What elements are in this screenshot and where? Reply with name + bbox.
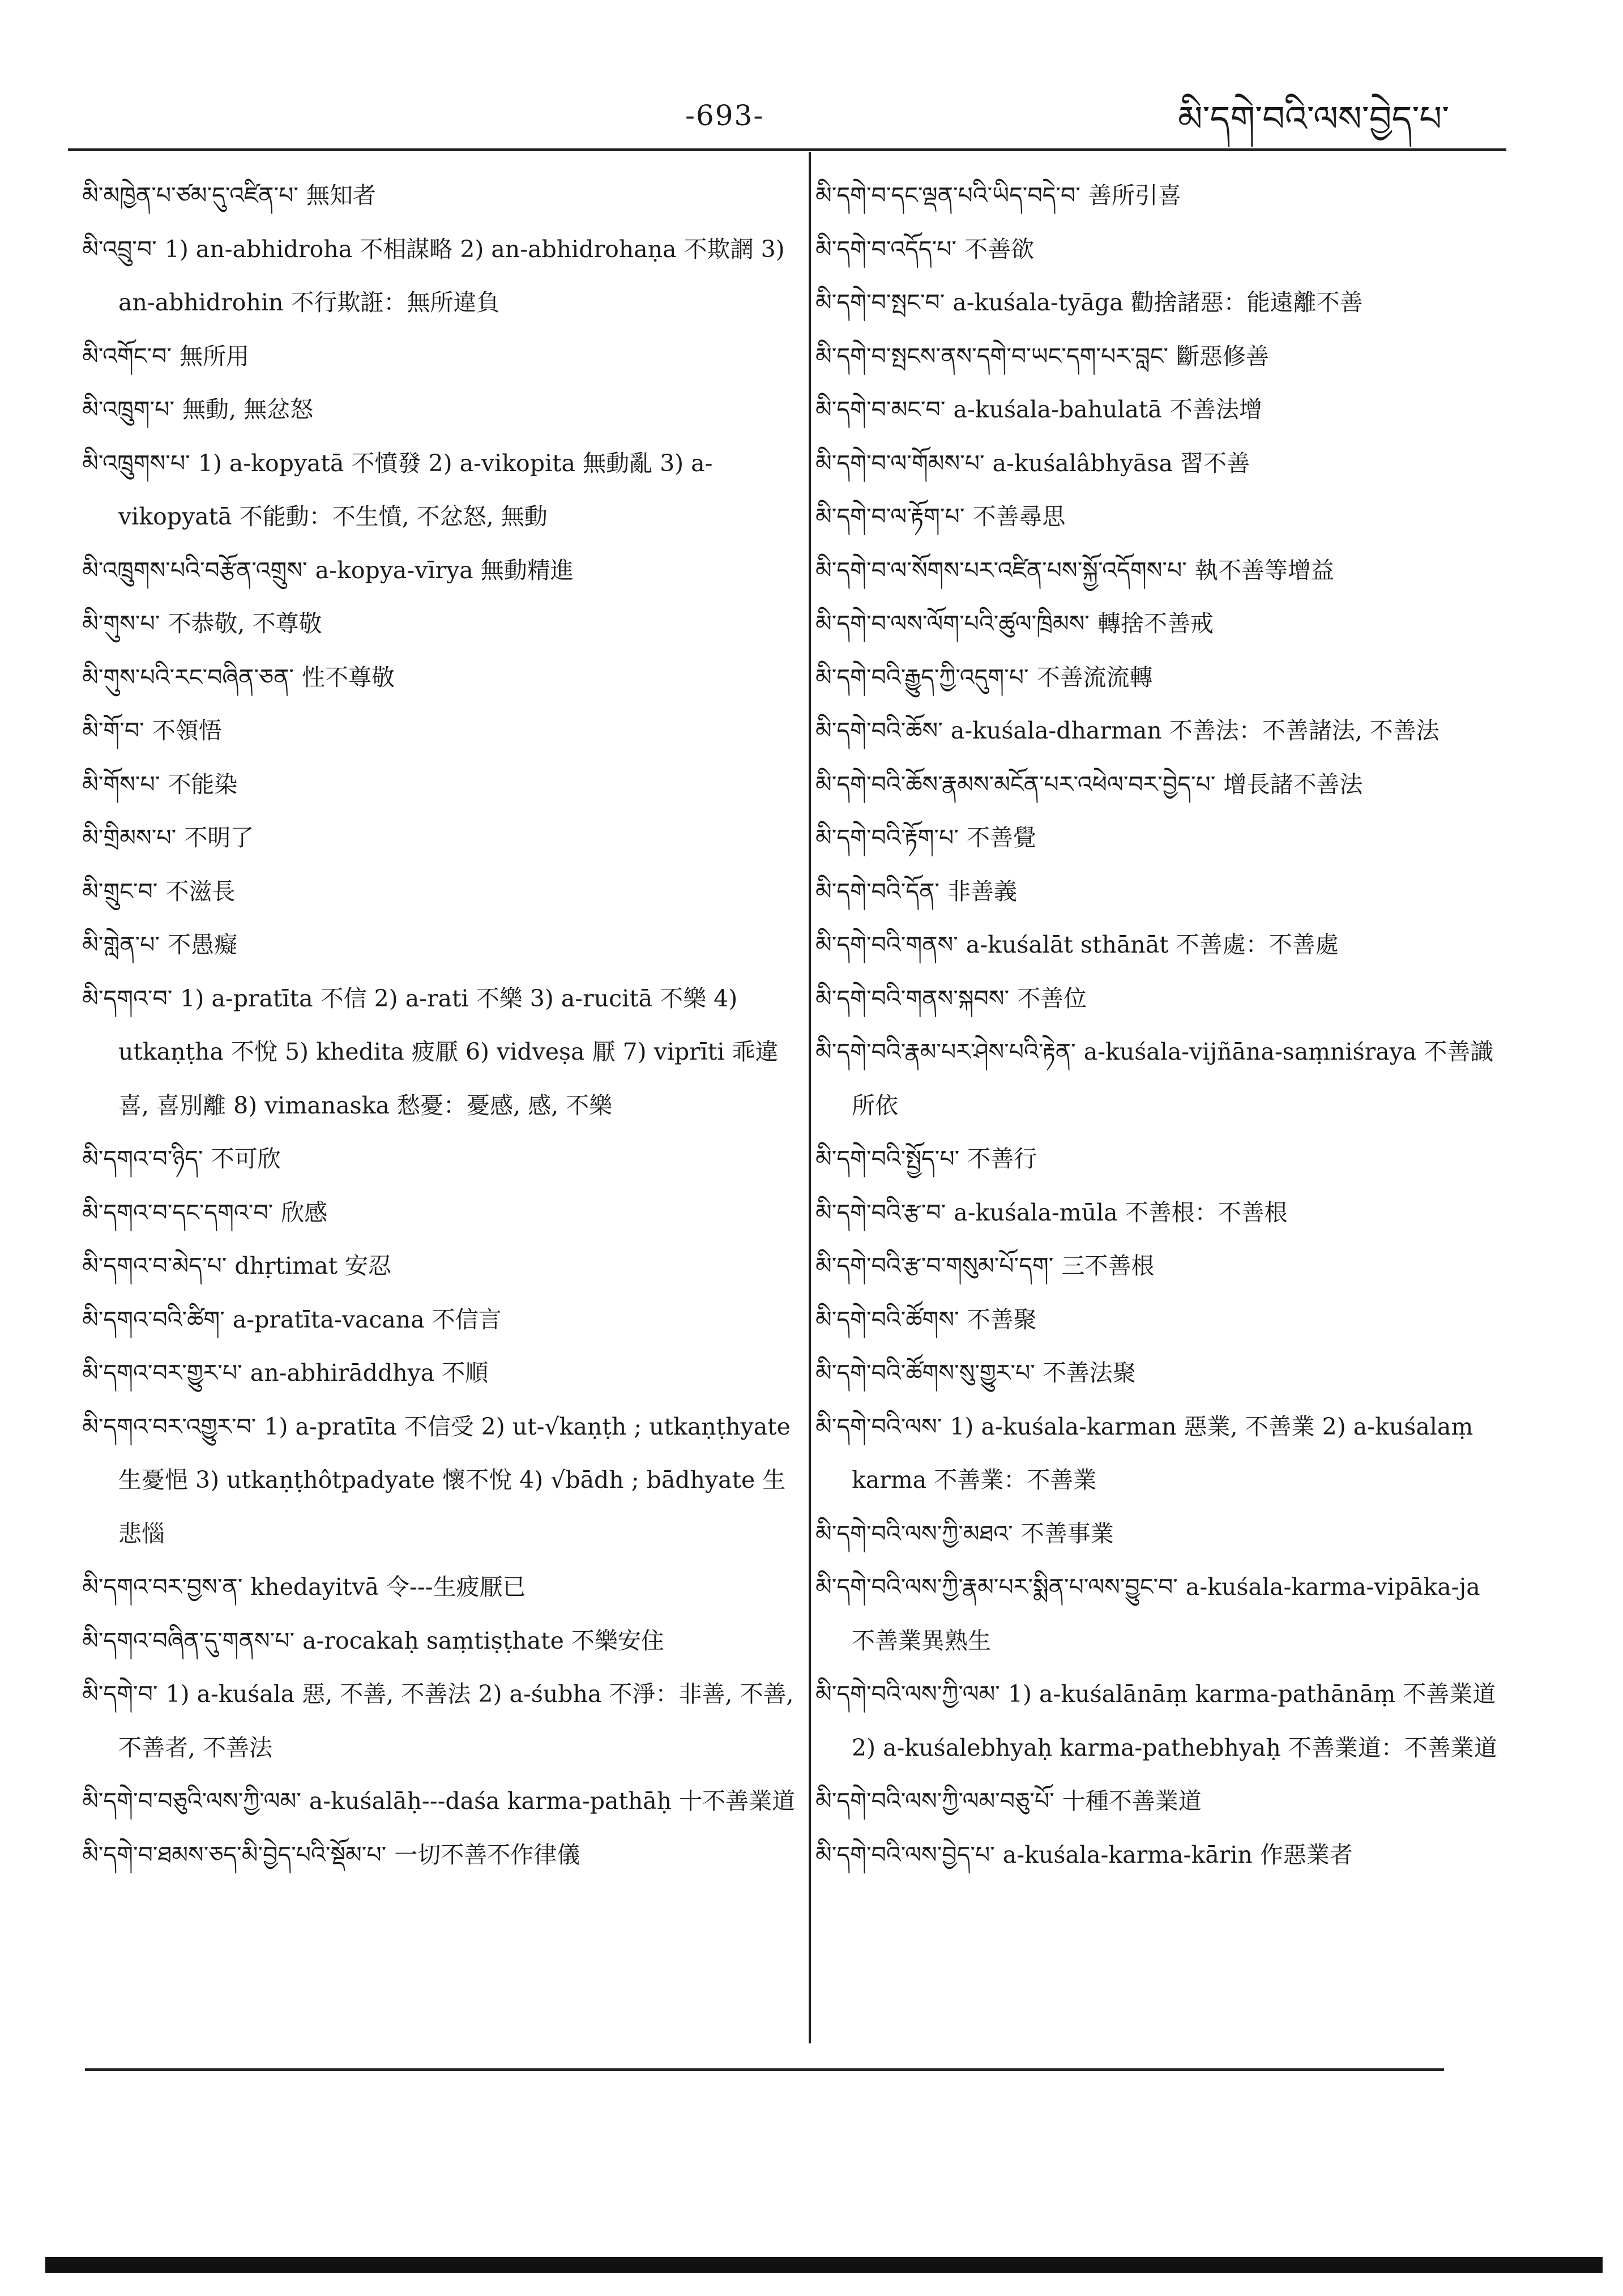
dictionary-entry: [82, 1614, 796, 1668]
entry-headword: མི་དགའ་བའི་ཚིག་: [82, 1305, 225, 1333]
dictionary-entry: [82, 865, 796, 919]
entry-definition: 不明了: [184, 824, 254, 851]
dictionary-entry: [815, 1293, 1506, 1347]
dictionary-entry: [815, 276, 1506, 330]
entry-headword: མི་དགའ་བར་བྱས་ན་: [82, 1573, 243, 1601]
entry-definition: 善所引喜: [1088, 182, 1181, 209]
entry-headword: མི་དགེ་བའི་གནས་སྐབས་: [815, 984, 1010, 1012]
entry-headword: མི་དགེ་བ་སྤངས་ནས་དགེ་བ་ཡང་དག་པར་བླང་: [815, 342, 1169, 370]
entry-headword: མི་དགའ་བར་གྱུར་པ་: [82, 1359, 242, 1386]
entry-headword: མི་དགེ་བའི་ལས་ཀྱི་མཐའ་: [815, 1520, 1013, 1547]
dictionary-entry: [815, 330, 1506, 383]
entry-definition: a-kuśalāḥ---daśa karma-pathāḥ 十不善業道: [309, 1787, 796, 1815]
entry-headword: མི་དགེ་བ་དང་ལྡན་པའི་ཡིད་བདེ་བ་: [815, 182, 1080, 209]
entry-headword: མི་གྲིམས་པ་: [82, 824, 177, 851]
dictionary-entry: [815, 1774, 1506, 1828]
entry-headword: མི་གླེན་པ་: [82, 931, 160, 958]
entry-headword: མི་དགའ་བ་: [82, 984, 173, 1012]
entry-headword: མི་དགེ་བའི་རྒྱུད་ཀྱི་འདུག་པ་: [815, 663, 1029, 691]
dictionary-entry: [815, 1025, 1506, 1132]
entry-definition: dhṛtimat 安忍: [234, 1252, 392, 1279]
entry-headword: མི་འཁྲུགས་པའི་བརྩོན་འགྲུས་: [82, 556, 307, 584]
dictionary-entry: [815, 1667, 1506, 1774]
entry-definition: 不善流流轉: [1036, 663, 1153, 691]
entry-definition: 十種不善業道: [1062, 1787, 1202, 1815]
entry-definition: 不滋長: [165, 877, 236, 905]
dictionary-entry: [815, 490, 1506, 544]
entry-definition: 1) a-kuśala-karman 惡業, 不善業 2) a-kuśalaṃ karma 不善業：不善業: [852, 1412, 1473, 1493]
entry-headword: མི་དགའ་བ་མེད་པ་: [82, 1252, 227, 1279]
running-head: མི་དགེ་བའི་ལས་བྱེད་པ་: [1178, 98, 1450, 139]
dictionary-entry: [815, 1132, 1506, 1186]
entry-headword: མི་དགེ་བ་ལ་གོམས་པ་: [815, 449, 985, 477]
entry-definition: a-kuśala-karma-vipāka-ja 不善業異熟生: [852, 1573, 1480, 1654]
entry-definition: 1) a-kopyatā 不憤發 2) a-vikopita 無動亂 3) a-vikopyatā 不能動：不生憤, 不忿怒, 無動: [118, 449, 713, 530]
dictionary-entry: [82, 1774, 796, 1828]
entry-definition: 一切不善不作律儀: [394, 1841, 580, 1868]
entry-definition: 1) a-kuśalānāṃ karma-pathānāṃ 不善業道 2) a-kuśalebhyaḥ karma-pathebhyaḥ 不善業道：不善業道: [852, 1680, 1497, 1761]
right-column: [815, 169, 1506, 1881]
header-rule: [68, 148, 1506, 151]
entry-definition: a-kuśalāt sthānāt 不善處：不善處: [966, 931, 1339, 958]
entry-definition: 不善聚: [967, 1305, 1037, 1333]
entry-definition: 不可欣: [211, 1145, 281, 1172]
page-number: -693-: [685, 99, 764, 132]
entry-definition: 無知者: [306, 182, 376, 209]
entry-definition: 執不善等增益: [1194, 556, 1334, 584]
dictionary-entry: [815, 1239, 1506, 1293]
entry-definition: 1) a-pratīta 不信受 2) ut-√kaṇṭh ; utkaṇṭhyate 生憂悒 3) utkaṇṭhôtpadyate 懷不悅 4) √bādh ; bādhyate 生悲惱: [118, 1412, 791, 1547]
dictionary-entry: [82, 1828, 796, 1882]
entry-headword: མི་དགེ་བའི་ཚོགས་སུ་གྱུར་པ་: [815, 1359, 1035, 1386]
dictionary-entry: [82, 651, 796, 705]
dictionary-entry: [82, 704, 796, 758]
dictionary-entry: [815, 437, 1506, 490]
dictionary-entry: [82, 223, 796, 330]
entry-definition: 1) a-pratīta 不信 2) a-rati 不樂 3) a-rucitā 不樂 4) utkaṇṭha 不悅 5) khedita 疲厭 6) vidveṣa 厭 7) viprīti 乖違喜, 喜別離 8) vimanaska 愁憂：憂感, 感, 不樂: [118, 984, 779, 1119]
entry-headword: མི་འགོང་བ་: [82, 342, 172, 370]
entry-headword: མི་མཁྱེན་པ་ཙམ་དུ་འཛིན་པ་: [82, 182, 298, 209]
dictionary-entry: [815, 972, 1506, 1026]
dictionary-entry: [815, 169, 1506, 223]
entry-definition: 不善事業: [1020, 1520, 1114, 1547]
entry-definition: a-kuśala-bahulatā 不善法增: [953, 396, 1262, 423]
entry-definition: 轉捨不善戒: [1097, 610, 1214, 637]
entry-headword: མི་དགེ་བའི་རྩ་བ་: [815, 1198, 946, 1226]
entry-headword: མི་དགེ་བ་: [82, 1680, 158, 1708]
entry-headword: མི་གོ་བ་: [82, 717, 144, 744]
entry-headword: མི་དགེ་བའི་རྣམ་པར་ཤེས་པའི་རྟེན་: [815, 1038, 1076, 1065]
dictionary-entry: [815, 1346, 1506, 1400]
dictionary-entry: [82, 972, 796, 1133]
entry-definition: a-kopya-vīrya 無動精進: [315, 556, 574, 584]
dictionary-entry: [82, 1239, 796, 1293]
entry-definition: khedayitvā 令---生疲厭已: [250, 1573, 526, 1601]
entry-definition: 不能染: [168, 770, 238, 798]
dictionary-entry: [815, 223, 1506, 276]
dictionary-entry: [815, 758, 1506, 812]
entry-headword: མི་འབྲུ་བ་: [82, 235, 157, 263]
entry-definition: a-kuśala-mūla 不善根：不善根: [954, 1198, 1288, 1226]
entry-definition: a-pratīta-vacana 不信言: [232, 1305, 502, 1333]
entry-headword: མི་གྲུང་བ་: [82, 877, 158, 905]
entry-headword: མི་གུས་པའི་རང་བཞིན་ཅན་: [82, 663, 294, 691]
entry-definition: 三不善根: [1061, 1252, 1155, 1279]
dictionary-entry: [815, 1400, 1506, 1507]
dictionary-entry: [815, 1828, 1506, 1882]
entry-definition: a-kuśala-tyāga 勸捨諸惡：能遠離不善: [953, 289, 1363, 316]
dictionary-entry: [815, 651, 1506, 705]
entry-headword: མི་དགེ་བའི་རྩ་བ་གསུམ་པོ་དག་: [815, 1252, 1054, 1279]
entry-definition: 不善法聚: [1043, 1359, 1136, 1386]
entry-headword: མི་གོས་པ་: [82, 770, 160, 798]
entry-definition: a-kuśalâbhyāsa 習不善: [992, 449, 1250, 477]
entry-headword: མི་དགའ་བར་འགྱུར་བ་: [82, 1412, 257, 1440]
dictionary-entry: [82, 544, 796, 598]
entry-headword: མི་དགེ་བའི་ལས་བྱེད་པ་: [815, 1841, 995, 1868]
dictionary-entry: [82, 383, 796, 437]
dictionary-entry: [82, 811, 796, 865]
dictionary-entry: [82, 1186, 796, 1240]
entry-headword: མི་དགེ་བའི་གནས་: [815, 931, 958, 958]
dictionary-entry: [82, 330, 796, 383]
dictionary-entry: [815, 811, 1506, 865]
dictionary-entry: [82, 169, 796, 223]
entry-headword: མི་དགེ་བ་མང་བ་: [815, 396, 946, 423]
entry-headword: མི་དགའ་བ་དང་དགའ་བ་: [82, 1198, 274, 1226]
entry-definition: a-kuśala-dharman 不善法：不善諸法, 不善法: [950, 717, 1440, 744]
dictionary-entry: [815, 865, 1506, 919]
entry-definition: 增長諸不善法: [1223, 770, 1363, 798]
entry-definition: 1) a-kuśala 惡, 不善, 不善法 2) a-śubha 不淨：非善, 不善, 不善者, 不善法: [118, 1680, 794, 1761]
dictionary-entry: [815, 544, 1506, 598]
dictionary-entry: [82, 1400, 796, 1561]
entry-headword: མི་འཁྲུགས་པ་: [82, 449, 190, 477]
dictionary-entry: [815, 704, 1506, 758]
dictionary-entry: [815, 1507, 1506, 1561]
entry-definition: 不恭敬, 不尊敬: [168, 610, 322, 637]
dictionary-entry: [82, 1346, 796, 1400]
dictionary-entry: [815, 1186, 1506, 1240]
entry-definition: an-abhirāddhya 不順: [250, 1359, 489, 1386]
dictionary-entry: [815, 383, 1506, 437]
entry-headword: མི་དགེ་བའི་ལས་ཀྱི་ལམ་: [815, 1680, 1000, 1708]
footer-rule: [85, 2068, 1444, 2071]
entry-definition: a-rocakaḥ saṃtiṣṭhate 不樂安住: [302, 1627, 664, 1654]
entry-definition: 不善欲: [964, 235, 1035, 263]
dictionary-entry: [82, 1132, 796, 1186]
entry-headword: མི་དགེ་བའི་ཆོས་: [815, 717, 943, 744]
entry-headword: མི་དགེ་བའི་དོན་: [815, 877, 940, 905]
entry-definition: 無所用: [180, 342, 250, 370]
entry-definition: 非善義: [947, 877, 1018, 905]
entry-definition: 不愚癡: [168, 931, 238, 958]
column-divider: [809, 152, 811, 2043]
entry-definition: 不善行: [967, 1145, 1037, 1172]
entry-headword: མི་དགེ་བ་ལས་ལོག་པའི་ཚུལ་ཁྲིམས་: [815, 610, 1090, 637]
entry-headword: མི་གུས་པ་: [82, 610, 160, 637]
entry-definition: 斷惡修善: [1176, 342, 1270, 370]
entry-headword: མི་དགེ་བའི་ལས་ཀྱི་ལམ་བཅུ་པོ་: [815, 1787, 1054, 1815]
dictionary-entry: [82, 597, 796, 651]
entry-headword: མི་དགེ་བ་ལ་རྟོག་པ་: [815, 503, 965, 530]
scan-edge-bar: [45, 2257, 1603, 2273]
entry-headword: མི་དགེ་བའི་ཚོགས་: [815, 1305, 959, 1333]
entry-definition: 無動, 無忿怒: [182, 396, 314, 423]
entry-headword: མི་དགེ་བའི་སྤྱོད་པ་: [815, 1145, 960, 1172]
entry-definition: 性不尊敬: [302, 663, 395, 691]
entry-headword: མི་དགེ་བའི་ལས་ཀྱི་རྣམ་པར་སྨིན་པ་ལས་བྱུང་བ་: [815, 1573, 1178, 1601]
dictionary-entry: [82, 1667, 796, 1774]
dictionary-entry: [815, 597, 1506, 651]
entry-headword: མི་དགེ་བའི་ལས་: [815, 1412, 942, 1440]
entry-headword: མི་དགེ་བ་ཐམས་ཅད་མི་བྱེད་པའི་སྡོམ་པ་: [82, 1841, 387, 1868]
entry-headword: མི་དགེ་བ་ལ་སོགས་པར་འཛིན་པས་སྐྱོ་འདོགས་པ་: [815, 556, 1187, 584]
entry-headword: མི་དགེ་བའི་རྟོག་པ་: [815, 824, 959, 851]
dictionary-entry: [815, 918, 1506, 972]
entry-headword: མི་དགེ་བ་བཅུའི་ལས་ཀྱི་ལམ་: [82, 1787, 301, 1815]
entry-headword: མི་དགའ་བ་ཉིད་: [82, 1145, 203, 1172]
entry-headword: མི་དགེ་བ་སྤང་བ་: [815, 289, 945, 316]
entry-headword: མི་དགེ་བའི་ཆོས་རྣམས་མངོན་པར་འཕེལ་བར་བྱེད་པ་: [815, 770, 1216, 798]
dictionary-entry: [82, 1293, 796, 1347]
dictionary-entry: [82, 758, 796, 812]
entry-definition: 不善覺: [966, 824, 1036, 851]
entry-definition: 不領悟: [152, 717, 222, 744]
dictionary-entry: [815, 1560, 1506, 1667]
dictionary-entry: [82, 437, 796, 544]
dictionary-entry: [82, 1560, 796, 1614]
dictionary-entry: [82, 918, 796, 972]
entry-definition: 1) an-abhidroha 不相謀略 2) an-abhidrohaṇa 不欺誷 3) an-abhidrohin 不行欺誑：無所違負: [118, 235, 785, 316]
entry-definition: a-kuśala-karma-kārin 作惡業者: [1002, 1841, 1353, 1868]
entry-headword: མི་འཁྲུག་པ་: [82, 396, 175, 423]
entry-definition: a-kuśala-vijñāna-saṃniśraya 不善識所依: [852, 1038, 1494, 1119]
entry-definition: 欣感: [281, 1198, 328, 1226]
entry-headword: མི་དགའ་བཞིན་དུ་གནས་པ་: [82, 1627, 295, 1654]
entry-definition: 不善位: [1017, 984, 1087, 1012]
left-column: [82, 169, 796, 1881]
entry-headword: མི་དགེ་བ་འདོད་པ་: [815, 235, 957, 263]
entry-definition: 不善尋思: [972, 503, 1066, 530]
